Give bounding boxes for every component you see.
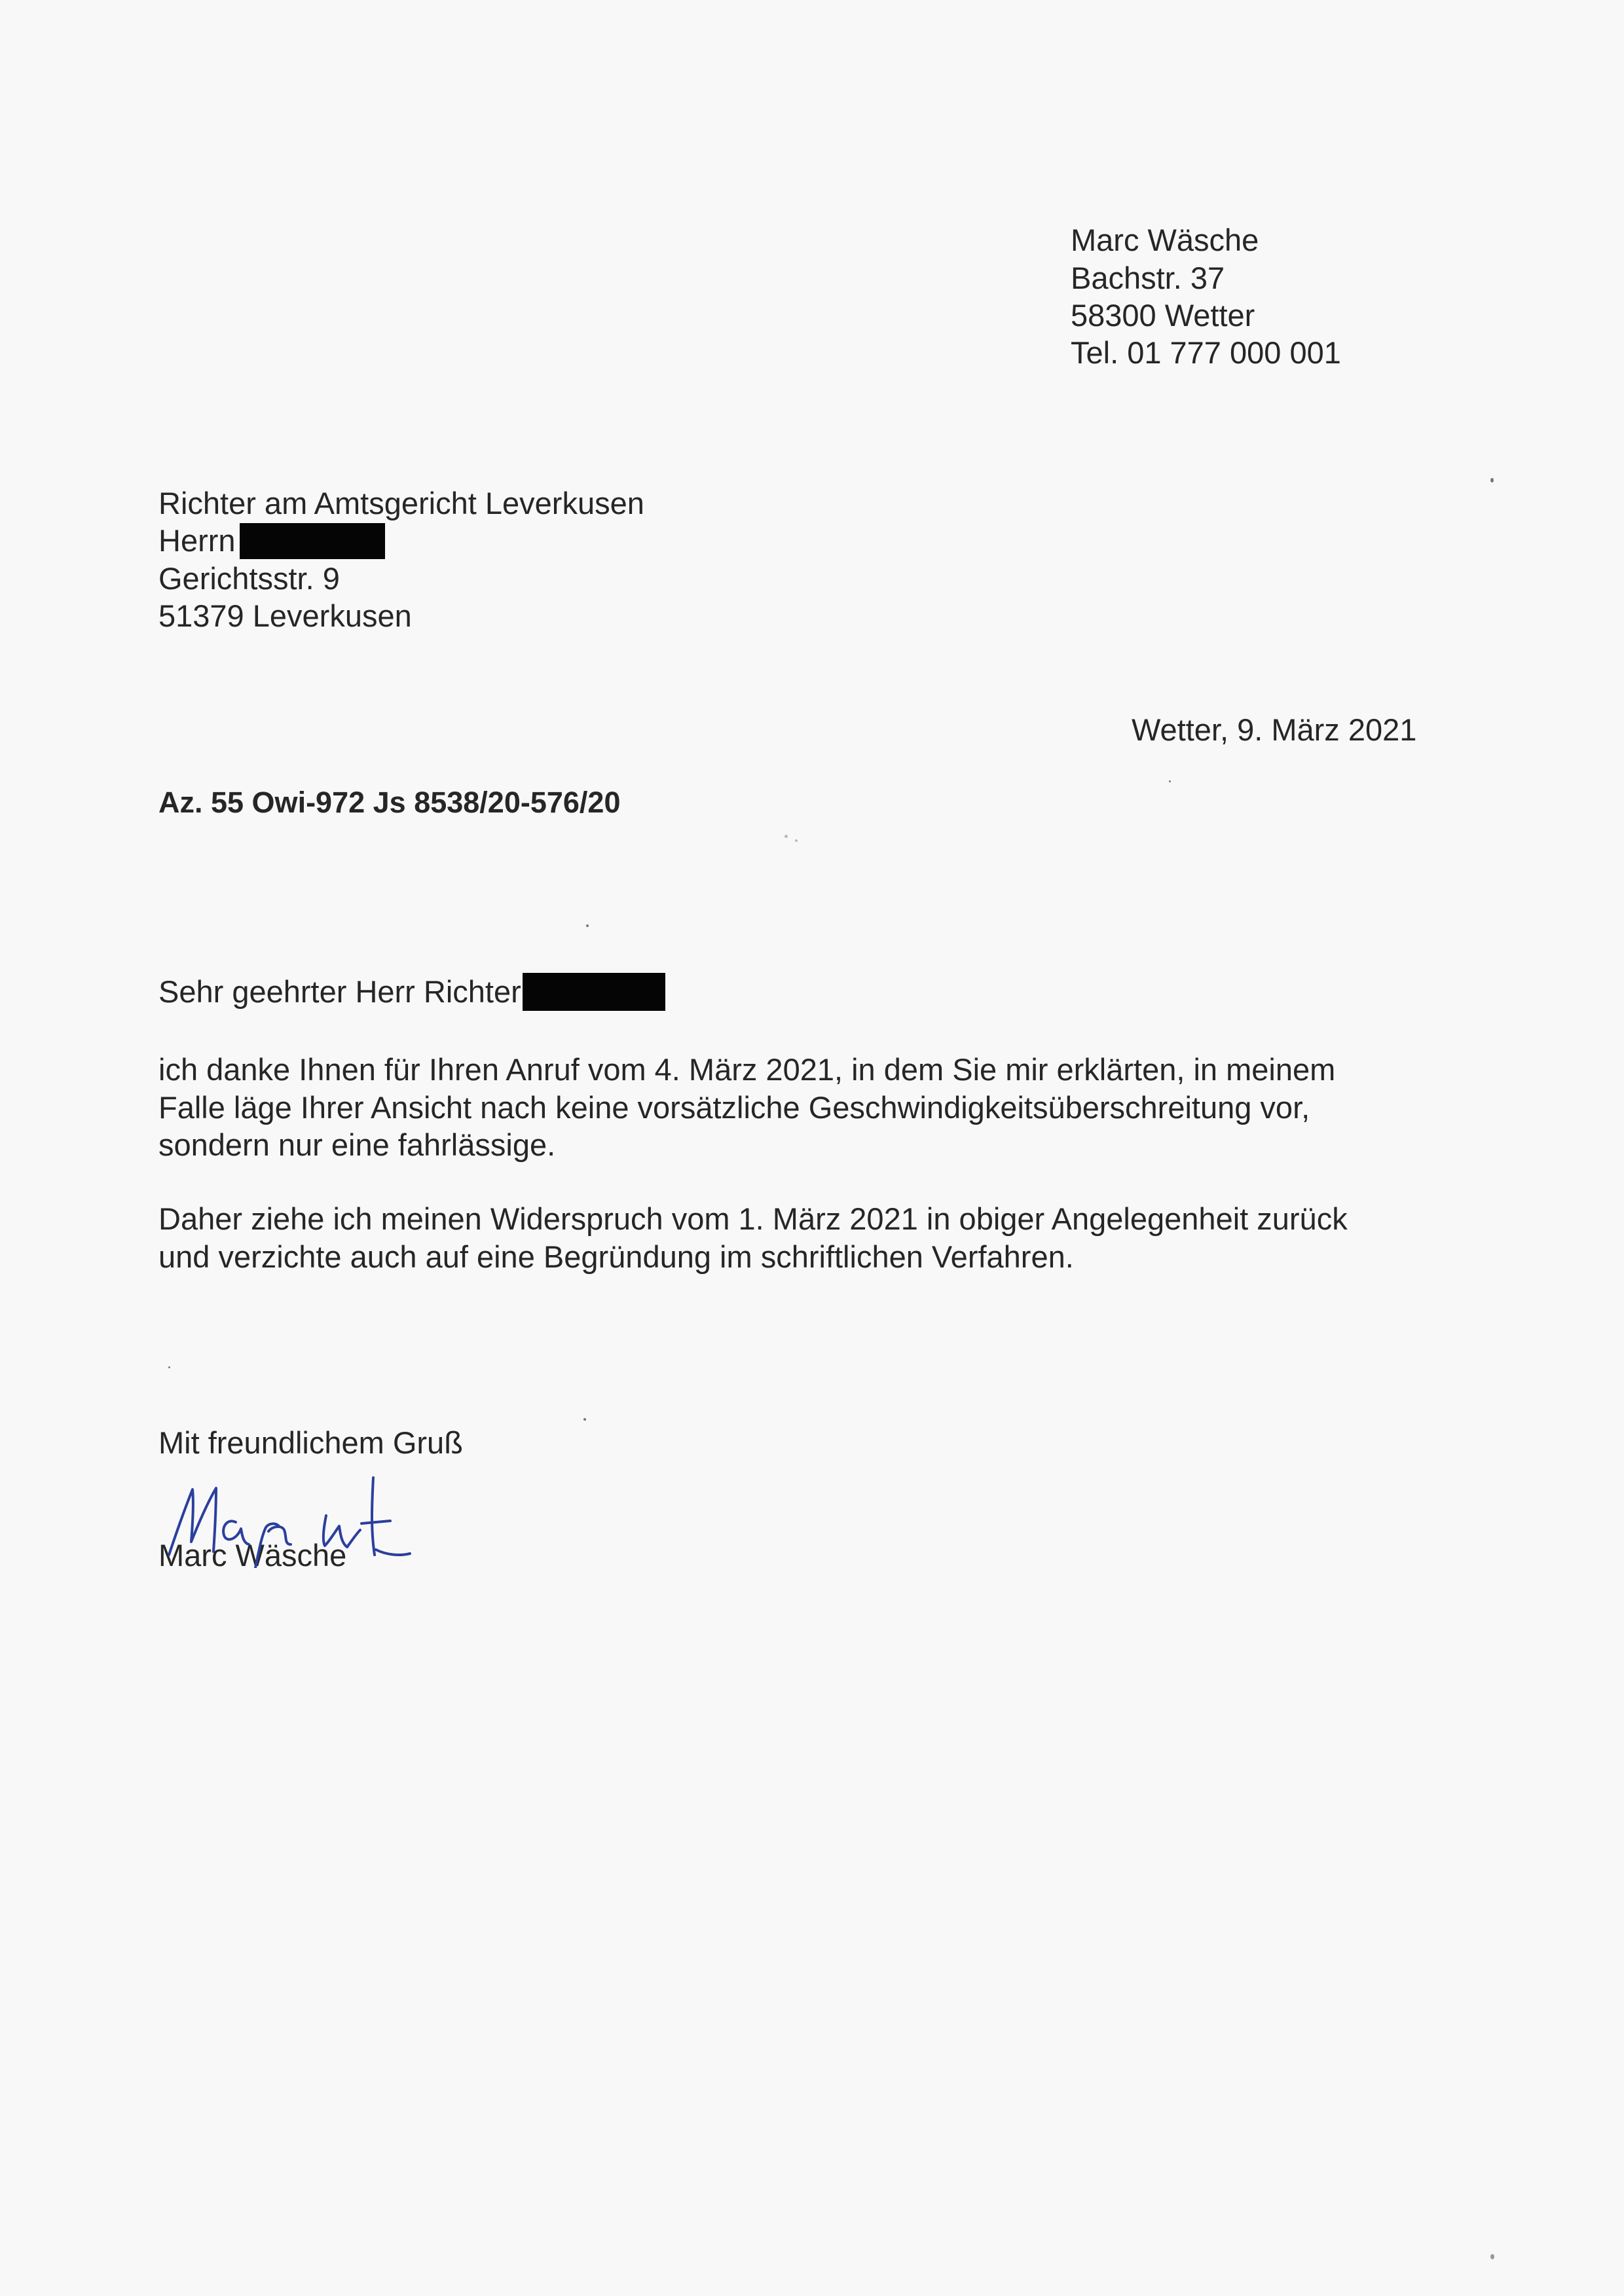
scan-speck — [168, 1366, 170, 1368]
scan-speck — [784, 835, 788, 838]
scan-speck — [795, 839, 798, 842]
redaction-bar — [523, 973, 665, 1011]
body-paragraph2-line1: Daher ziehe ich meinen Widerspruch vom 1. März 2021 in obiger Angelegenheit zurück — [158, 1201, 1348, 1236]
redaction-bar — [240, 523, 385, 559]
scan-speck — [1490, 2254, 1494, 2259]
recipient-city: 51379 Leverkusen — [158, 598, 412, 633]
closing-line: Mit freundlichem Gruß — [158, 1425, 463, 1460]
body-paragraph1-line3: sondern nur eine fahrlässige. — [158, 1127, 556, 1162]
recipient-street: Gerichtsstr. 9 — [158, 561, 340, 596]
sender-street: Bachstr. 37 — [1071, 261, 1225, 295]
body-paragraph1-line2: Falle läge Ihrer Ansicht nach keine vorsätzliche Geschwindigkeitsüberschreitung vor, — [158, 1090, 1310, 1125]
recipient-prefix: Herrn — [158, 523, 236, 558]
greeting-line — [158, 973, 665, 1011]
handwritten-signature — [151, 1463, 426, 1568]
greeting-text: Sehr geehrter Herr Richter — [158, 974, 521, 1009]
body-paragraph1-line1: ich danke Ihnen für Ihren Anruf vom 4. März 2021, in dem Sie mir erklärten, in meinem — [158, 1052, 1336, 1087]
body-paragraph2-line2: und verzichte auch auf eine Begründung im schriftlichen Verfahren. — [158, 1239, 1074, 1274]
sender-phone: Tel. 01 777 000 001 — [1071, 335, 1341, 370]
file-reference: Az. 55 Owi-972 Js 8538/20-576/20 — [158, 786, 621, 819]
sender-name: Marc Wäsche — [1071, 223, 1259, 257]
signature-name: Marc Wäsche — [158, 1538, 347, 1573]
scan-speck — [586, 924, 589, 927]
recipient-court: Richter am Amtsgericht Leverkusen — [158, 486, 644, 520]
recipient-salutation — [158, 522, 385, 560]
scan-speck — [1490, 478, 1494, 483]
scan-speck — [583, 1418, 586, 1421]
sender-city: 58300 Wetter — [1071, 298, 1255, 333]
scan-speck — [1169, 780, 1171, 782]
date-line: Wetter, 9. März 2021 — [1132, 712, 1417, 747]
